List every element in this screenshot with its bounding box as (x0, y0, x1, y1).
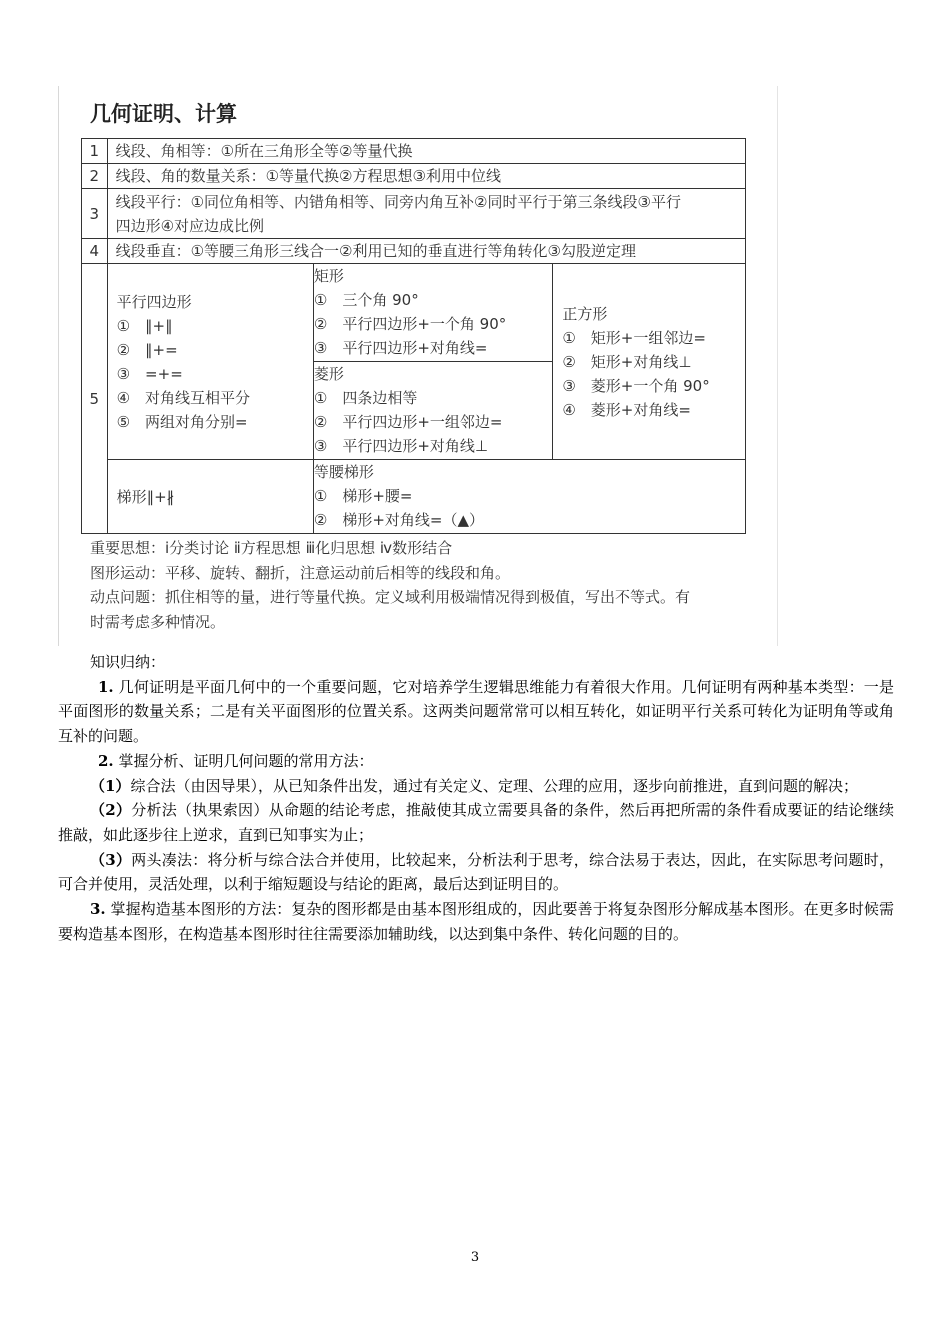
row-text: 线段、角的数量关系：①等量代换②方程思想③利用中位线 (107, 164, 745, 189)
list-item: ① 四条边相等 (313, 389, 418, 407)
paragraph-number: （3） (90, 850, 132, 869)
row-text (107, 189, 745, 239)
list-item: ② 平行四边形+一个角 90° (313, 315, 507, 333)
table-row (82, 239, 746, 264)
paragraph-text: 两头凑法：将分析与综合法合并使用，比较起来，分析法利于思考，综合法易于表达，因此，在实际思考问题时，可合并使用，灵活处理，以利于缩短题设与结论的距离，最后达到证明目的。 (58, 850, 895, 894)
square-cell (553, 264, 746, 460)
paragraph (58, 675, 894, 749)
panel-notes (90, 536, 750, 634)
list-item: ① ∥+∥ (116, 316, 173, 335)
list-item: ① 三个角 90° (313, 291, 419, 309)
list-item: ④ 菱形+对角线= (562, 400, 691, 419)
paragraph (58, 774, 894, 799)
list-item: ③ 菱形+一个角 90° (562, 376, 710, 395)
list-item: ⑤ 两组对角分别= (116, 412, 248, 431)
row-number: 1 (82, 139, 108, 164)
knowledge-summary (58, 650, 894, 946)
paragraph (58, 897, 894, 946)
list-item: ③ 平行四边形+对角线= (313, 339, 488, 357)
list-item: ③ =+= (116, 364, 183, 383)
table-row (82, 139, 746, 164)
list-item: ② 平行四边形+一组邻边= (313, 413, 503, 431)
paragraph-text: 分析法（执果索因）从命题的结论考虑，推敲使其成立需要具备的条件，然后再把所需的条件看成要证的结论继续推敲，如此逐步往上逆求，直到已知事实为止； (58, 801, 895, 844)
paragraph-text: 综合法（由因导果），从已知条件出发，通过有关定义、定理、公理的应用，逐步向前推进，直到问题的解决； (130, 776, 858, 795)
table-row (82, 460, 746, 534)
list-item: ① 矩形+一组邻边= (562, 328, 706, 347)
list-item: ② 梯形+对角线=（▲） (313, 511, 485, 529)
paragraph-number: 2. (98, 751, 114, 770)
row-text: 线段、角相等：①所在三角形全等②等量代换 (107, 139, 745, 164)
paragraph-number: （1） (90, 776, 131, 795)
table-row (82, 264, 746, 362)
paragraph-text: 掌握分析、证明几何问题的常用方法： (118, 751, 374, 770)
rectangle-cell (313, 264, 552, 362)
rhombus-title: 菱形 (313, 365, 344, 383)
note-line: 图形运动：平移、旋转、翻折，注意运动前后相等的线段和角。 (90, 563, 511, 582)
list-item: ④ 对角线互相平分 (116, 388, 251, 407)
row-number: 2 (82, 164, 108, 189)
paragraph-text: 掌握构造基本图形的方法：复杂的图形都是由基本图形组成的，因此要善于将复杂图形分解成基本图形。在更多时候需要构造基本图形，在构造基本图形时往往需要添加辅助线，以达到集中条件、转化问题的目的。 (58, 900, 894, 943)
isosceles-trapezoid-cell (313, 460, 745, 534)
note-line: 动点问题：抓住相等的量，进行等量代换。定义域利用极端情况得到极值，写出不等式。有 (90, 588, 691, 606)
row-text-line: 线段平行：①同位角相等、内错角相等、同旁内角互补②同时平行于第三条线段③平行 (115, 192, 681, 211)
paragraph (58, 749, 894, 774)
row-number: 3 (82, 189, 108, 239)
paragraph-number: 1. (98, 677, 114, 696)
parallelogram-cell (107, 264, 313, 460)
table-row (82, 189, 746, 239)
trapezoid-cell: 梯形∥+∦ (107, 460, 313, 534)
row-number: 4 (82, 239, 108, 264)
paragraph (58, 848, 894, 897)
parallelogram-title: 平行四边形 (116, 292, 192, 311)
note-line: 时需考虑多种情况。 (90, 612, 226, 631)
paragraph-number: （2） (90, 801, 132, 820)
list-item: ① 梯形+腰= (313, 487, 413, 505)
section-heading: 知识归纳： (90, 653, 166, 671)
list-item: ② ∥+= (116, 340, 178, 359)
paragraph-number: 3. (90, 900, 106, 919)
isosceles-trapezoid-title: 等腰梯形 (313, 463, 374, 481)
panel-title: 几何证明、计算 (90, 102, 237, 126)
summary-table (81, 138, 746, 534)
square-title: 正方形 (562, 304, 608, 323)
list-item: ② 矩形+对角线⊥ (562, 352, 692, 371)
paragraph (58, 798, 894, 847)
rhombus-cell (313, 362, 552, 460)
note-line: 重要思想：ⅰ分类讨论 ⅱ方程思想 ⅲ化归思想 ⅳ数形结合 (90, 539, 453, 557)
row-text-line: 四边形④对应边成比例 (115, 216, 265, 235)
page-number: 3 (470, 1250, 480, 1265)
row-text: 线段垂直：①等腰三角形三线合一②利用已知的垂直进行等角转化③勾股逆定理 (107, 239, 745, 264)
table-row (82, 164, 746, 189)
list-item: ③ 平行四边形+对角线⊥ (313, 437, 488, 455)
paragraph-text: 几何证明是平面几何中的一个重要问题，它对培养学生逻辑思维能力有着很大作用。几何证明有两种基本类型：一是平面图形的数量关系；二是有关平面图形的位置关系。这两类问题常常可以相互转化，如证明平行关系可转化为证明角等或角互补的问题。 (58, 677, 894, 746)
rectangle-title: 矩形 (313, 267, 344, 285)
row-number: 5 (82, 264, 108, 534)
